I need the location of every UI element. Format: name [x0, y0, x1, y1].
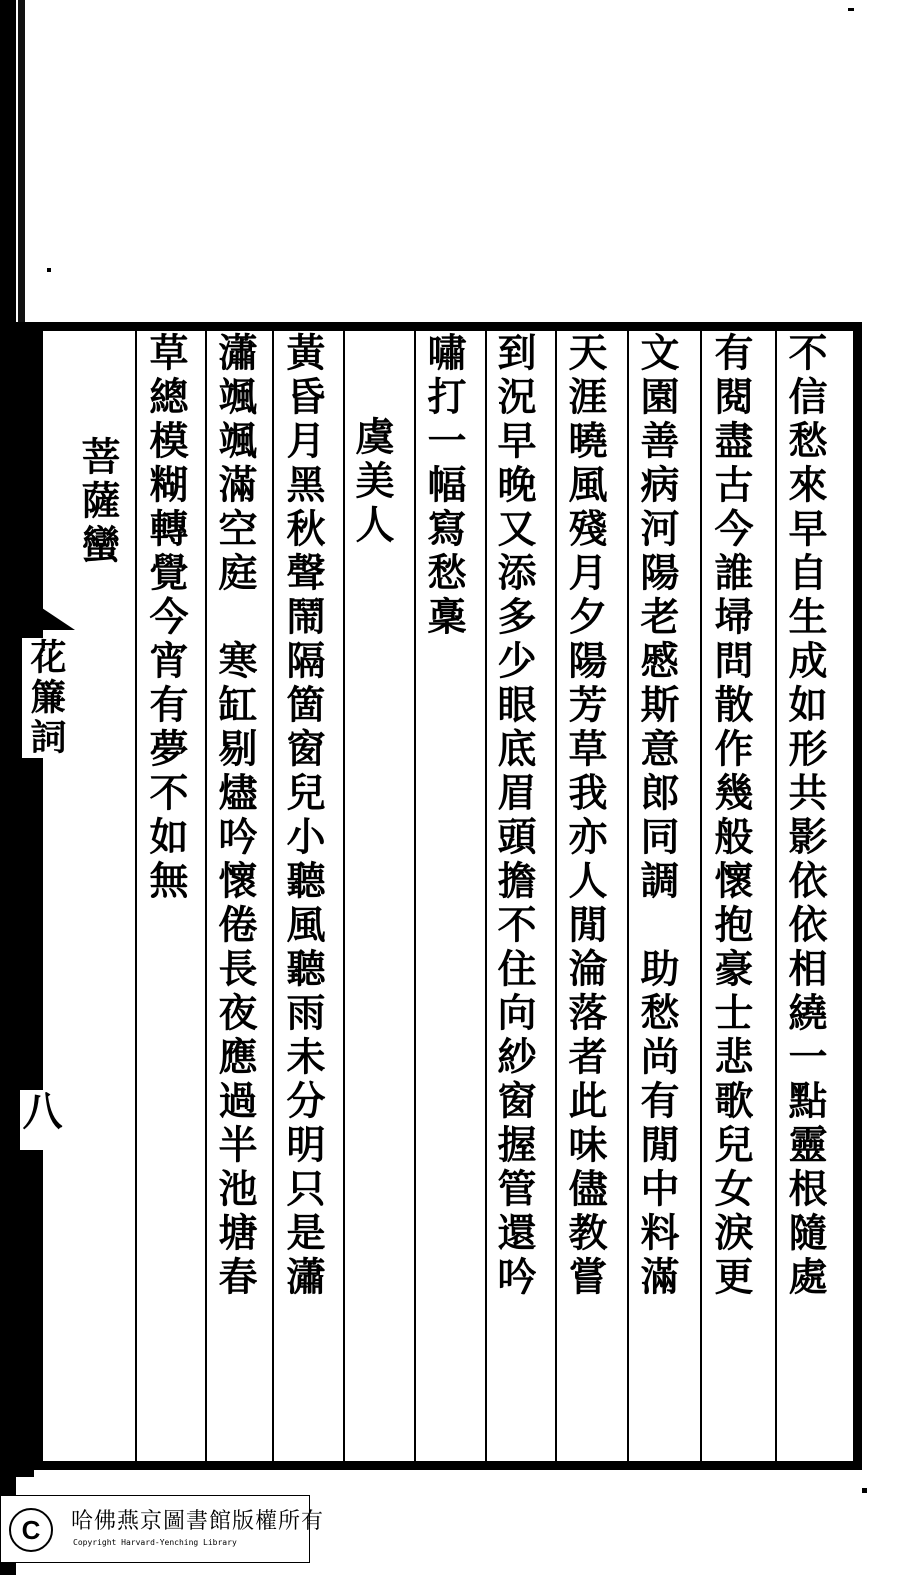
- column-rule: [775, 331, 777, 1463]
- column-rule: [343, 331, 345, 1463]
- text-column-1: 不信愁來早自生成如形共影依依相繞一點靈根隨處: [782, 332, 828, 1300]
- text-column-3: 文園善病河陽老慼斯意郎同調 助愁尚有閒中料滿: [634, 332, 680, 1300]
- side-folio-number: 八: [20, 1090, 68, 1150]
- copyright-chinese: 哈佛燕京圖書館版權所有: [71, 1509, 325, 1534]
- text-column-8: 黃昏月黑秋聲鬧隔箇窗兒小聽風聽雨未分明只是瀟: [280, 332, 326, 1300]
- column-rule: [485, 331, 487, 1463]
- column-rule: [205, 331, 207, 1463]
- side-book-title: 花簾詞: [22, 638, 66, 758]
- column-rule: [414, 331, 416, 1463]
- text-column-6: 嘯打一幅寫愁稾: [421, 332, 467, 640]
- copyright-icon: C: [9, 1508, 53, 1552]
- column-rule: [135, 331, 137, 1463]
- column-rule: [700, 331, 702, 1463]
- text-column-4: 天涯曉風殘月夕陽芳草我亦人閒淪落者此味儘教嘗: [562, 332, 608, 1300]
- poem-title-yumeiren: 虞美人: [349, 372, 395, 548]
- copyright-english: Copyright Harvard-Yenching Library: [73, 1538, 237, 1547]
- column-rule: [555, 331, 557, 1463]
- ink-speck: [862, 1488, 867, 1493]
- text-column-10: 草總模糊轉覺今宵有夢不如無: [143, 332, 189, 904]
- margin-fill: [0, 322, 34, 1477]
- ink-speck: [47, 268, 51, 272]
- ink-speck: [848, 8, 854, 11]
- poem-title-pusaman: 菩薩蠻: [75, 392, 121, 568]
- column-rule: [272, 331, 274, 1463]
- copyright-stamp: [0, 1495, 325, 1563]
- column-rule: [627, 331, 629, 1463]
- text-column-9: 瀟颯颯滿空庭 寒缸剔燼吟懷倦長夜應過半池塘春: [212, 332, 258, 1300]
- binding-edge-inner: [18, 0, 25, 340]
- text-column-2: 有閱盡古今誰埽問散作幾般懷抱豪士悲歌兒女淚更: [708, 332, 754, 1300]
- text-column-5: 到況早晚又添多少眼底眉頭擔不住向紗窗握管還吟: [491, 332, 537, 1300]
